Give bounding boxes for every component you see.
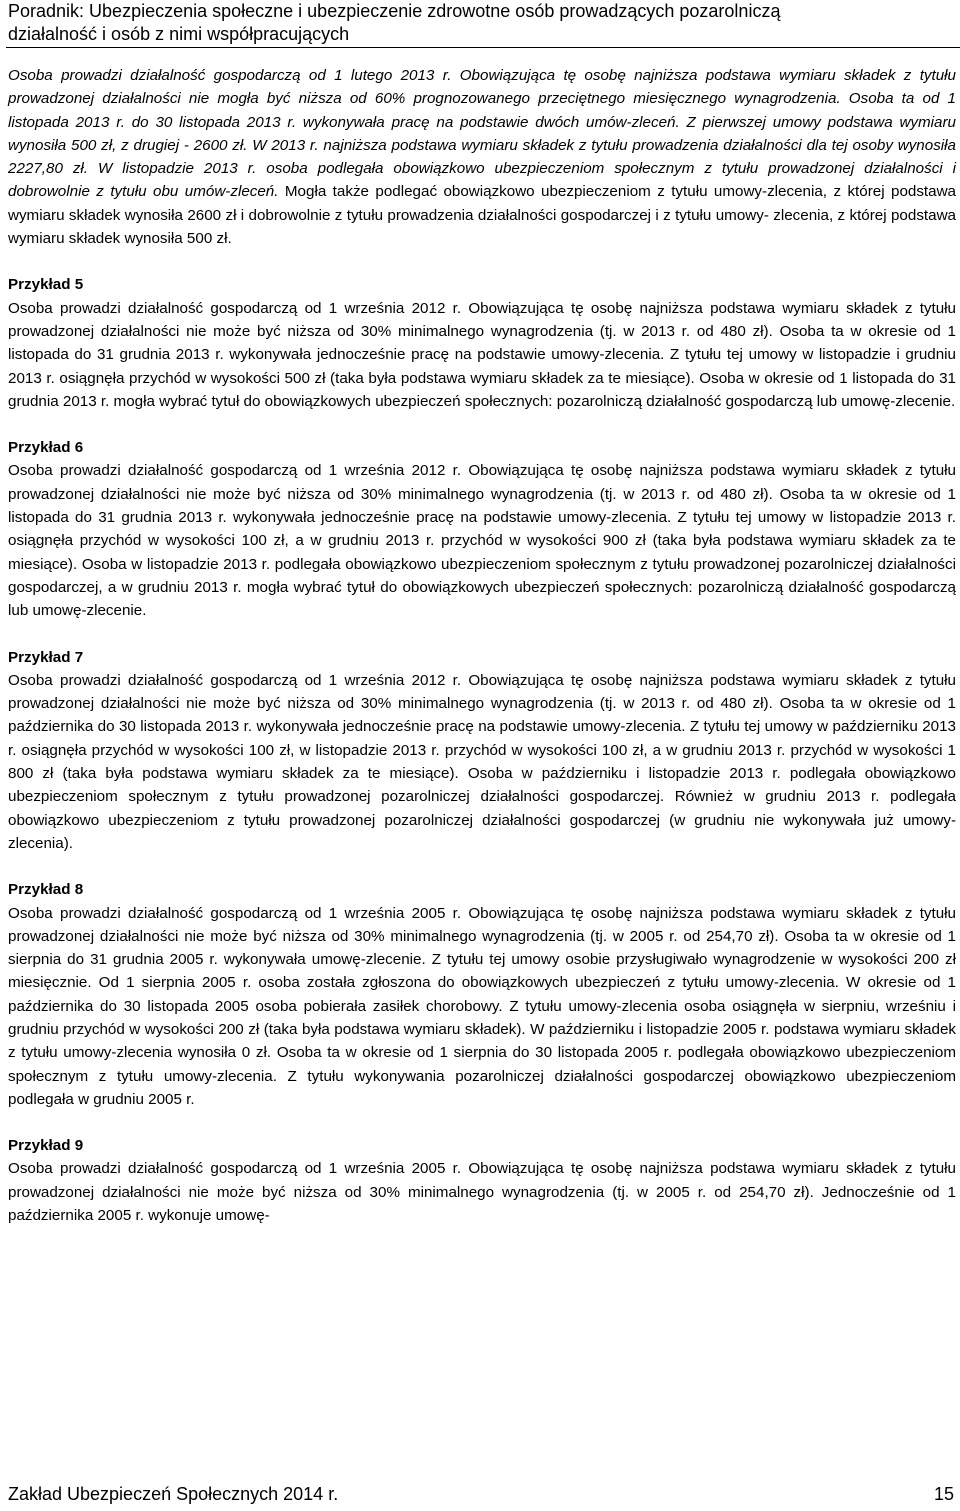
header-title-line-1: Poradnik: Ubezpieczenia społeczne i ubezpieczenie zdrowotne osób prowadzących pozarolniczą: [8, 1, 781, 21]
example-text: Osoba prowadzi działalność gospodarczą od 1 września 2012 r. Obowiązująca tę osobę najniższa podstawa wymiaru składek z tytułu prowadzonej działalności nie może być niższa od 30% minimalnego wynagrodzenia (tj. w 2013 r. od 480 zł). Osoba ta w okresie od 1 października do 30 listopada 2013 r. wykonywała jednocześnie pracę na podstawie umowy-zlecenia. Z tytułu tej umowy w październiku 2013 r. osiągnęła przychód w wysokości 100 zł, w listopadzie 2013 r. przychód w wysokości 100 zł, a w grudniu 2013 r. przychód w wysokości 1 800 zł (taka była podstawa wymiaru składek za te miesiące). Osoba w październiku i listopadzie 2013 r. podlegała obowiązkowo ubezpieczeniom społecznym z tytułu prowadzonej pozarolniczej działalności gospodarczej. Również w grudniu 2013 r. podlegała obowiązkowo ubezpieczeniom z tytułu prowadzonej pozarolniczej działalności gospodarczej (w grudniu nie wykonywała już umowy-zlecenia).: [8, 671, 956, 852]
example-text: Osoba prowadzi działalność gospodarczą od 1 września 2012 r. Obowiązująca tę osobę najniższa podstawa wymiaru składek z tytułu prowadzonej działalności nie może być niższa od 30% minimalnego wynagrodzenia (tj. w 2013 r. od 480 zł). Osoba ta w okresie od 1 listopada do 31 grudnia 2013 r. wykonywała jednocześnie pracę na podstawie umowy-zlecenia. Z tytułu tej umowy w listopadzie i grudniu 2013 r. osiągnęła przychód w wysokości 500 zł (taka była podstawa wymiaru składek za te miesiące). Osoba w okresie od 1 listopada do 31 grudnia 2013 r. mogła wybrać tytuł do obowiązkowych ubezpieczeń społecznych: pozarolniczą działalność gospodarczą lub umowę-zlecenie.: [8, 299, 956, 410]
example-section: [8, 878, 956, 1111]
example-text: Osoba prowadzi działalność gospodarczą od 1 września 2005 r. Obowiązująca tę osobę najniższa podstawa wymiaru składek z tytułu prowadzonej działalności nie może być niższa od 30% minimalnego wynagrodzenia (tj. w 2005 r. od 254,70 zł). Jednocześnie od 1 października 2005 r. wykonuje umowę-: [8, 1160, 956, 1225]
example-title: Przykład 9: [8, 1137, 84, 1155]
footer-publisher: Zakład Ubezpieczeń Społecznych 2014 r.: [8, 1484, 339, 1504]
example-section: [8, 646, 956, 856]
header-title-line-2: działalność i osób z nimi współpracujących: [8, 24, 350, 44]
example-text: Osoba prowadzi działalność gospodarczą od 1 września 2012 r. Obowiązująca tę osobę najniższa podstawa wymiaru składek z tytułu prowadzonej działalności nie może być niższa od 30% minimalnego wynagrodzenia (tj. w 2013 r. od 480 zł). Osoba ta w okresie od 1 listopada do 31 grudnia 2013 r. wykonywała jednocześnie pracę na podstawie umowy-zlecenia. Z tytułu tej umowy w listopadzie 2013 r. osiągnęła przychód w wysokości 100 zł, a w grudniu 2013 r. przychód w wysokości 900 zł (taka była podstawa wymiaru składek za te miesiące). Osoba w listopadzie 2013 r. podlegała obowiązkowo ubezpieczeniom społecznym z tytułu prowadzonej pozarolniczej działalności gospodarczej, a w grudniu 2013 r. mogła wybrać tytuł do obowiązkowych ubezpieczeń społecznych: pozarolniczą działalność gospodarczą lub umowę-zlecenie.: [8, 462, 956, 620]
example-title: Przykład 6: [8, 439, 84, 457]
intro-italic-text: Osoba prowadzi działalność gospodarczą od 1 lutego 2013 r. Obowiązująca tę osobę najniższa podstawa wymiaru składek z tytułu prowadzonej działalności nie mogła być niższa od 60% prognozowanego przeciętnego miesięcznego wynagrodzenia. Osoba ta od 1 listopada 2013 r. do 30 listopada 2013 r. wykonywała pracę na podstawie dwóch umów-zleceń. Z pierwszej umowy podstawa wymiaru wynosiła 500 zł, z drugiej - 2600 zł. W 2013 r. najniższa podstawa wymiaru składek z tytułu prowadzenia działalności dla tej osoby wynosiła 2227,80 zł. W listopadzie 2013 r. osoba podlegała obowiązkowo ubezpieczeniom społecznym z tytułu prowadzonej działalności i dobrowolnie z tytułu obu umów-zleceń.: [8, 67, 956, 201]
page-content: [8, 64, 956, 1227]
page-number: 15: [933, 1484, 954, 1504]
example-text: Osoba prowadzi działalność gospodarczą od 1 września 2005 r. Obowiązująca tę osobę najniższa podstawa wymiaru składek z tytułu prowadzonej działalności nie może być niższa od 30% minimalnego wynagrodzenia (tj. w 2005 r. od 254,70 zł). Osoba ta w okresie od 1 sierpnia do 31 grudnia 2005 r. wykonywała umowę-zlecenie. Z tytułu tej umowy osobie przysługiwało wynagrodzenie w wysokości 200 zł miesięcznie. Od 1 sierpnia 2005 r. osoba została zgłoszona do obowiązkowych ubezpieczeń z tytułu umowy-zlecenia. W okresie od 1 października do 30 listopada 2005 osoba pobierała zasiłek chorobowy. Z tytułu umowy-zlecenia osoba osiągnęła w sierpniu, wrześniu i grudniu przychód w wysokości 200 zł (taka była podstawa wymiaru składek). W październiku i listopadzie 2005 r. podstawa wymiaru składek z tytułu umowy-zlecenia wynosiła 0 zł. Osoba ta w okresie od 1 sierpnia do 30 listopada 2005 r. podlegała obowiązkowo ubezpieczeniom społecznym z tytułu umowy-zlecenia. Z tytułu wykonywania pozarolniczej działalności gospodarczej obowiązkowo ubezpieczeniom podlegała w grudniu 2005 r.: [8, 904, 956, 1108]
example-title: Przykład 7: [8, 648, 84, 666]
intro-regular-text: Mogła także podlegać obowiązkowo ubezpieczeniom z tytułu umowy-zlecenia, z której podstawa wymiaru składek wynosiła 2600 zł i dobrowolnie z tytułu prowadzenia działalności gospodarczej i z tytułu umowy- zlecenia, z której podstawa wymiaru składek wynosiła 500 zł.: [8, 183, 957, 248]
page-header: [8, 0, 958, 46]
example-section: [8, 1134, 956, 1227]
intro-paragraph: [8, 64, 956, 250]
example-section: [8, 436, 956, 622]
example-title: Przykład 5: [8, 276, 84, 294]
example-section: [8, 273, 956, 413]
header-divider: [6, 47, 960, 48]
example-title: Przykład 8: [8, 881, 84, 899]
